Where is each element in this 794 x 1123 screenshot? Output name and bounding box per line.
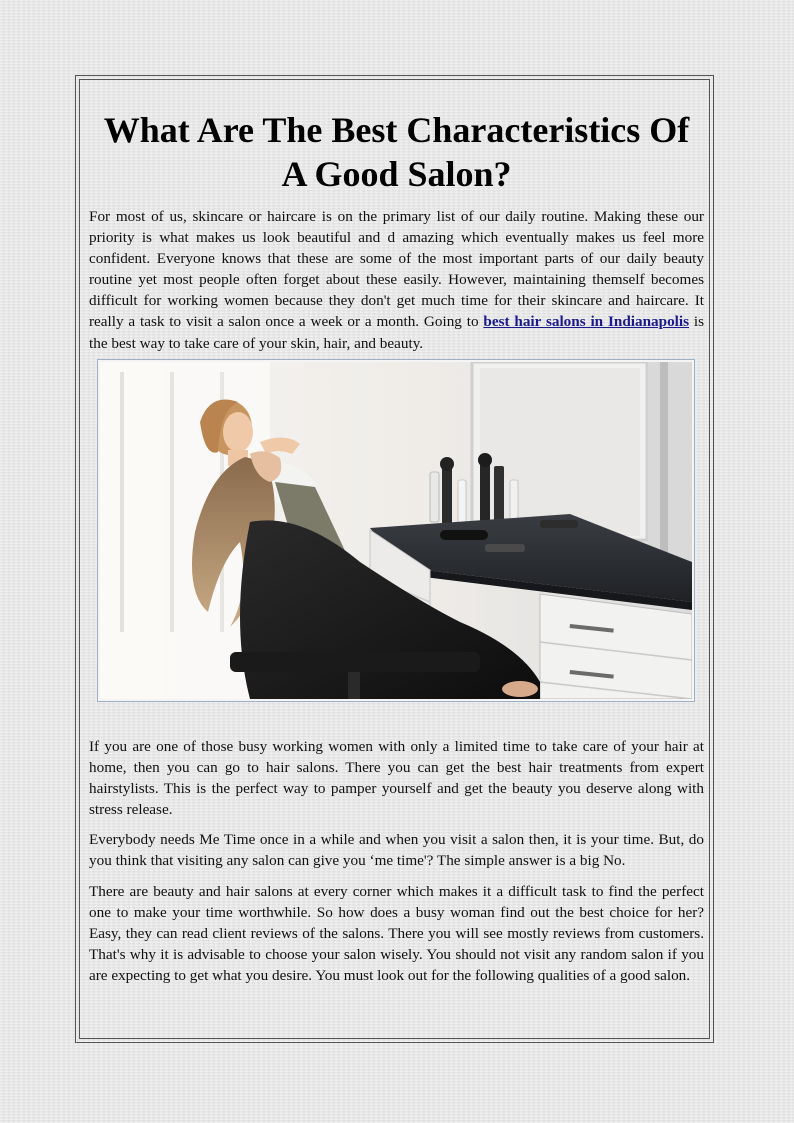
body-paragraph-3: There are beauty and hair salons at every corner which makes it a difficult task to find the perfect one to make your time worthwhile. So how does a busy woman find out the best choice for her? Easy, they can read client reviews of the salons. There you will see mostly reviews from customers. That's why it is advisable to choose your salon wisely. You should not visit any random salon if you are expecting to get what you desire. You must look out for the following qualities of a good salon. [89,882,704,984]
intro-paragraph [89,206,704,354]
salon-photo [97,359,695,702]
article-title: What Are The Best Characteristics Of A Good Salon? [103,110,690,194]
intro-text: For most of us, skincare or haircare is on the primary list of our daily routine. Making these our priority is what makes us look beautiful and d amazing which eventually makes us feel more confident. Everyone knows that these are some of the most important parts of our daily beauty routine yet most people often forget about these easily. However, maintaining themself becomes difficult for working women because they don't get much time for their skincare and haircare. It really a task to visit a salon once a week or a month. Going to [89,208,704,331]
salons-link[interactable]: best hair salons in Indianapolis [483,313,690,331]
article-top [89,108,704,354]
body-paragraph-2: Everybody needs Me Time once in a while and when you visit a salon then, it is your time. But, do you think that visiting any salon can give you ‘me time'? The simple answer is a big No. [89,831,704,870]
article-body [89,736,704,986]
intro-tail: is the best way to take care of your skin, hair, and beauty. [89,313,705,352]
salon-photo-illustration [100,362,692,699]
body-paragraph-1: If you are one of those busy working women with only a limited time to take care of your hair at home, then you can go to hair salons. There you can get the best hair treatments from expert hairstylists. This is the perfect way to pamper yourself and get the beauty you deserve along with stress release. [89,738,704,819]
